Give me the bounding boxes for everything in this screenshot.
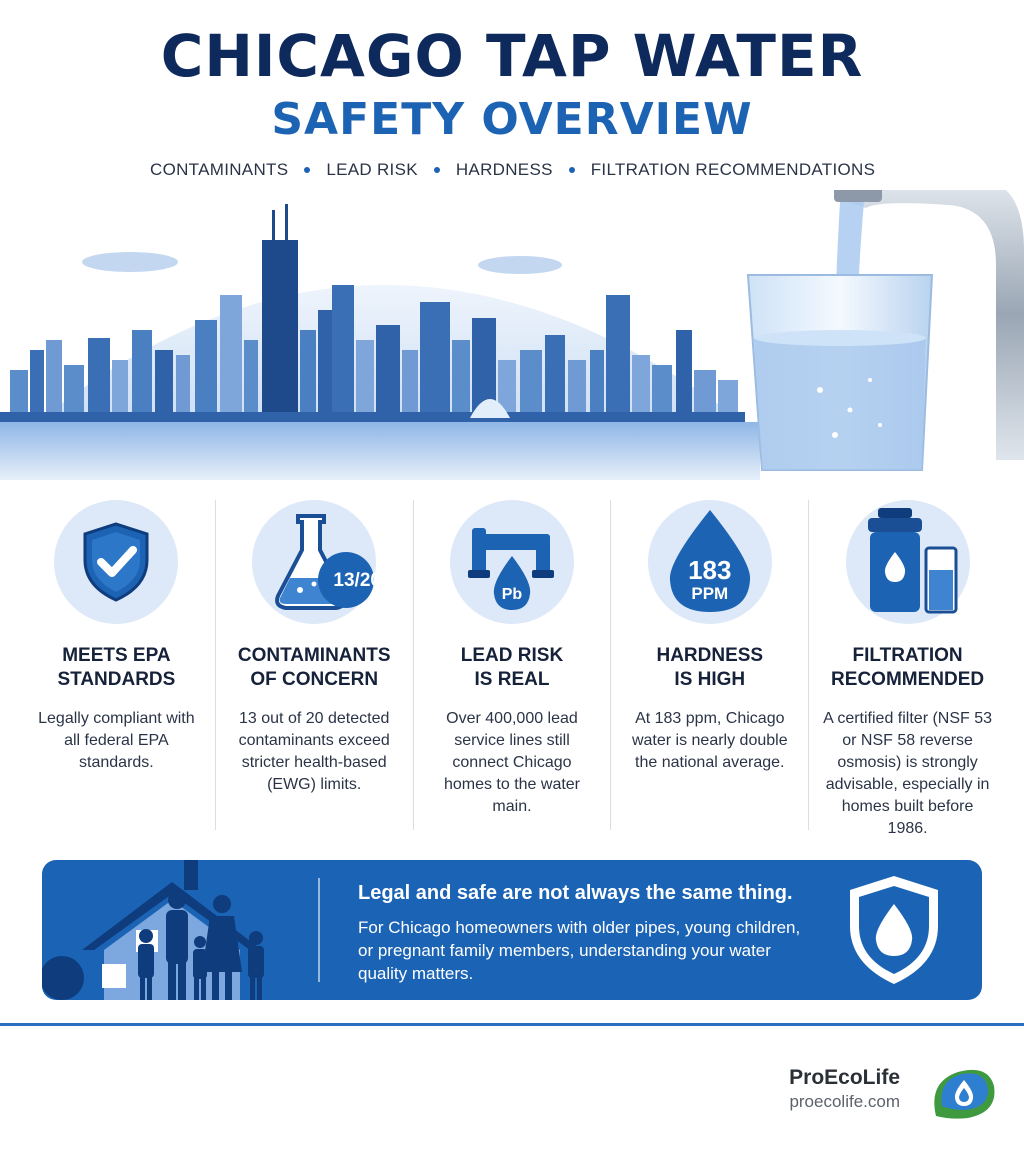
hero-illustration xyxy=(0,190,1024,480)
card-icon-circle xyxy=(648,500,772,624)
brand-url[interactable]: proecolife.com xyxy=(789,1092,900,1111)
brand-block xyxy=(720,1066,900,1112)
topic-item: HARDNESS xyxy=(455,160,553,179)
banner-title: Legal and safe are not always the same thing. xyxy=(358,882,793,904)
card-body: A certified filter (NSF 53 or NSF 58 reverse osmosis) is strongly advisable, especially in homes built before 1986. xyxy=(823,710,993,837)
cloud xyxy=(82,252,178,272)
hardness-badge: 183 PPM xyxy=(688,555,732,603)
card-icon-circle xyxy=(450,500,574,624)
pipe-lead-icon xyxy=(450,500,574,624)
card-heading: HARDNESS IS HIGH xyxy=(656,645,764,690)
topic-list xyxy=(150,160,875,180)
bullet-dot xyxy=(434,167,440,173)
water-glass-icon xyxy=(748,275,932,470)
topic-item: FILTRATION RECOMMENDATIONS xyxy=(590,160,876,179)
shield-drop-icon xyxy=(844,872,944,988)
card-body: Over 400,000 lead service lines still connect Chicago homes to the water main. xyxy=(443,710,581,815)
card-lead-risk xyxy=(413,500,611,830)
lead-symbol-badge: Pb xyxy=(501,586,523,603)
card-heading: FILTRATION RECOMMENDED xyxy=(831,645,985,690)
page-title: CHICAGO TAP WATER xyxy=(160,22,864,90)
callout-banner xyxy=(42,860,982,1000)
footer-rule xyxy=(0,1023,1024,1026)
fact-cards xyxy=(18,500,1006,837)
card-icon-circle xyxy=(846,500,970,624)
bullet-dot xyxy=(304,167,310,173)
banner-body: For Chicago homeowners with older pipes, young children, or pregnant family members, understanding your water quality matters. xyxy=(358,918,801,983)
card-heading: MEETS EPA STANDARDS xyxy=(57,645,176,690)
card-body: 13 out of 20 detected contaminants exceed stricter health-based (EWG) limits. xyxy=(238,710,390,793)
card-heading: LEAD RISK IS REAL xyxy=(460,645,564,690)
card-body: Legally compliant with all federal EPA standards. xyxy=(38,710,195,771)
card-icon-circle xyxy=(252,500,381,624)
water-filter-icon xyxy=(846,500,970,624)
card-filtration xyxy=(808,500,1006,837)
flask-icon xyxy=(252,500,376,624)
banner-divider xyxy=(318,878,320,982)
card-heading: CONTAMINANTS OF CONCERN xyxy=(237,645,391,690)
page-subtitle: SAFETY OVERVIEW xyxy=(271,94,753,145)
topic-item: LEAD RISK xyxy=(326,160,418,179)
lake xyxy=(0,422,760,480)
family-home-icon xyxy=(42,860,312,1000)
card-body: At 183 ppm, Chicago water is nearly double the national average. xyxy=(631,710,788,771)
card-epa-standards xyxy=(18,500,215,830)
contaminant-count-badge: 13/20 xyxy=(333,570,381,591)
shield-check-icon xyxy=(79,520,153,604)
card-icon-circle xyxy=(54,500,178,624)
bullet-dot xyxy=(569,167,575,173)
topic-item: CONTAMINANTS xyxy=(150,160,289,179)
card-contaminants xyxy=(215,500,413,830)
cloud xyxy=(478,256,562,274)
card-hardness xyxy=(610,500,808,830)
proecolife-logo xyxy=(928,1062,998,1124)
brand-name: ProEcoLife xyxy=(789,1066,900,1089)
